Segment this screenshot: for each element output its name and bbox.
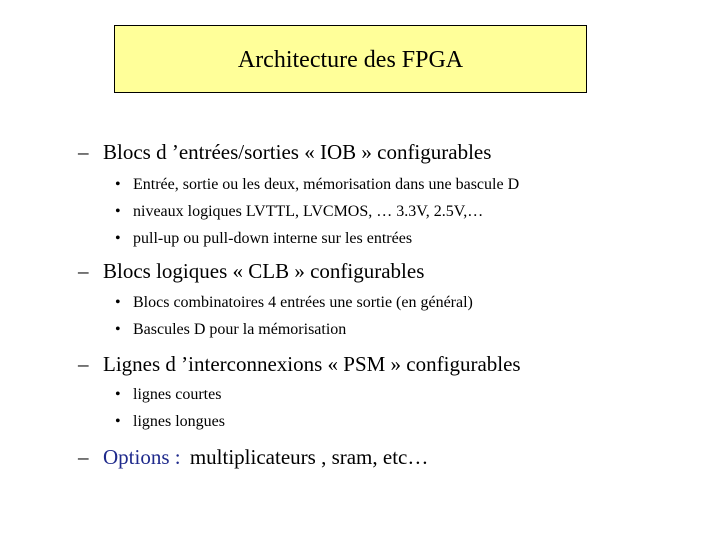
bullet-text: Entrée, sortie ou les deux, mémorisation dans une bascule D [133,176,520,193]
bullet-marker: • [115,386,121,403]
bullet-text: pull-up ou pull-down interne sur les entrées [133,230,413,247]
bullet-item [115,230,412,248]
bullet-marker: • [115,230,121,247]
bullet-text: lignes courtes [133,386,222,403]
bullet-marker: • [115,203,121,220]
bullet-item [115,294,473,312]
heading-text: Lignes d ’interconnexions « PSM » configurables [103,352,521,376]
options-text: multiplicateurs , sram, etc… [189,445,429,469]
bullet-marker: • [115,413,121,430]
section-heading-iob [78,140,491,165]
bullet-marker: • [115,294,121,311]
slide-title: Architecture des FPGA [237,46,464,73]
bullet-item [115,321,346,339]
bullet-text: lignes longues [133,413,225,430]
bullet-text: niveaux logiques LVTTL, LVCMOS, … 3.3V, 2.5V,… [133,203,484,220]
section-heading-psm [78,352,521,377]
section-heading-options [78,445,428,470]
dash-marker: – [78,140,89,164]
bullet-item [115,176,519,194]
heading-text: Blocs d ’entrées/sorties « IOB » configurables [103,140,492,164]
bullet-item [115,386,221,404]
title-box [114,25,587,93]
dash-marker: – [78,352,89,376]
dash-marker: – [78,259,89,283]
bullet-item [115,203,483,221]
bullet-text: Blocs combinatoires 4 entrées une sortie (en général) [133,294,473,311]
bullet-text: Bascules D pour la mémorisation [133,321,347,338]
bullet-marker: • [115,321,121,338]
section-heading-clb [78,259,424,284]
bullet-marker: • [115,176,121,193]
dash-marker: – [78,445,89,469]
options-label: Options : [103,445,186,469]
heading-text: Blocs logiques « CLB » configurables [103,259,425,283]
bullet-item [115,413,225,431]
